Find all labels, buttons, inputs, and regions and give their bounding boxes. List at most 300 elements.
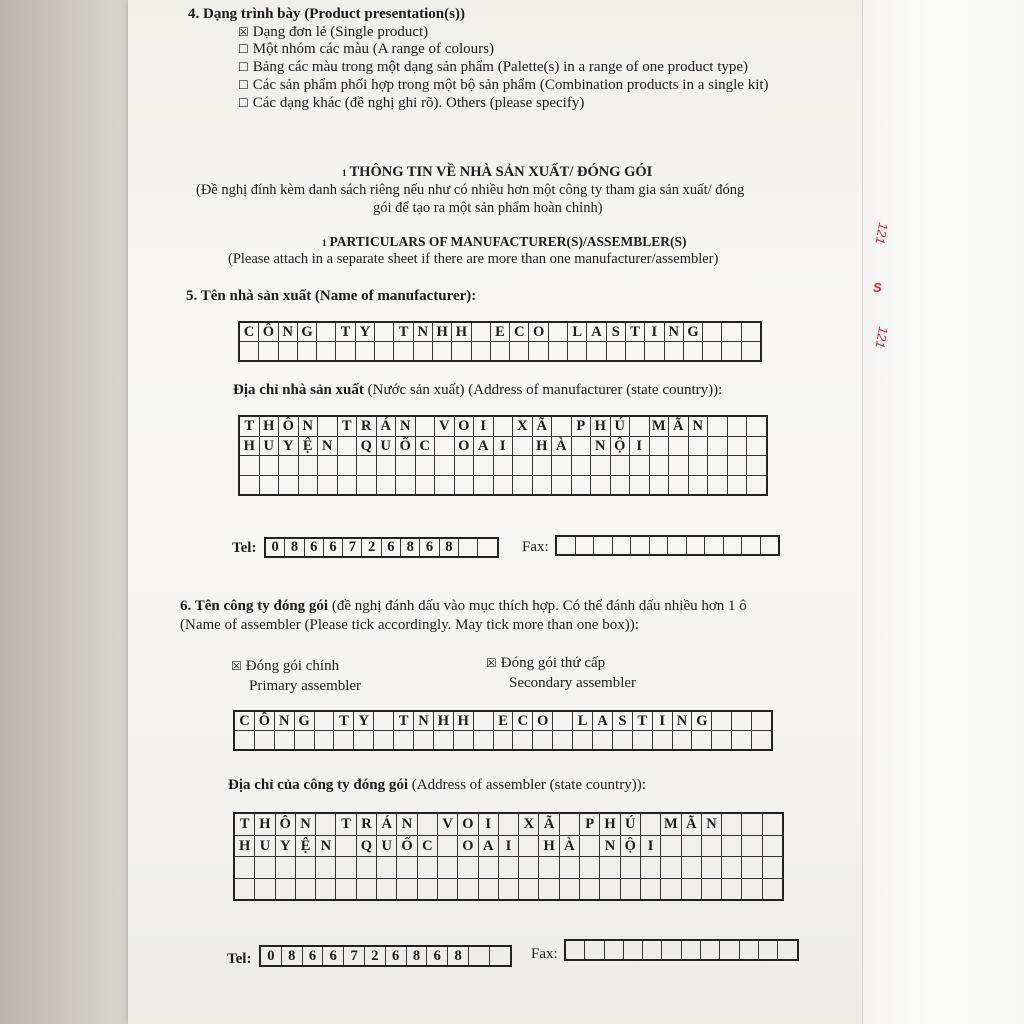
grid-cell — [510, 342, 529, 362]
red-side-mark: 121 — [872, 325, 892, 350]
grid-cell: N — [413, 322, 432, 342]
grid-cell — [692, 731, 712, 751]
grid-cell — [669, 436, 689, 456]
grid-cell — [669, 475, 689, 495]
grid-cell: U — [259, 436, 279, 456]
section-6-title-rest: (đề nghị đánh dấu vào mục thích hợp. Có thể đánh dấu nhiều hơn 1 ô — [328, 598, 747, 614]
grid-cell: 6 — [381, 538, 400, 557]
grid-cell — [374, 711, 394, 731]
grid-cell — [334, 731, 354, 751]
grid-cell — [396, 475, 416, 495]
grid-cell — [519, 835, 539, 857]
grid-cell — [661, 835, 681, 857]
grid-cell: Q — [356, 835, 376, 857]
grid-cell — [681, 940, 700, 960]
grid-cell — [316, 813, 336, 835]
tel-label: Tel: — [227, 951, 252, 967]
grid-cell: T — [234, 813, 255, 835]
grid-cell — [337, 475, 357, 495]
grid-cell: U — [376, 436, 396, 456]
grid-cell — [337, 436, 357, 456]
grid-cell: 0 — [260, 946, 281, 966]
grid-cell — [722, 857, 742, 879]
section-6-title-en: (Name of assembler (Please tick accordingly. May tick more than one box)): — [180, 617, 639, 633]
grid-cell — [295, 857, 315, 879]
grid-cell — [643, 940, 662, 960]
grid-cell — [539, 857, 559, 879]
grid-cell — [593, 731, 613, 751]
grid-cell: 0 — [265, 538, 285, 557]
grid-cell: À — [552, 436, 572, 456]
grid-cell: N — [591, 436, 611, 456]
grid-cell: 2 — [364, 946, 385, 966]
grid-cell: S — [612, 711, 632, 731]
grid-cell — [375, 322, 394, 342]
grid-cell: A — [478, 835, 498, 857]
heading-vn-note: gói để tạo ra một sản phẩm hoàn chỉnh) — [373, 200, 603, 216]
grid-cell — [532, 475, 552, 495]
secondary-assembler-option — [486, 655, 605, 672]
grid-cell: N — [688, 416, 708, 436]
secondary-assembler-en: Secondary assembler — [509, 675, 637, 691]
grid-cell: A — [587, 322, 606, 342]
grid-cell: Ú — [620, 813, 640, 835]
grid-cell: 8 — [401, 538, 420, 557]
grid-cell — [279, 475, 299, 495]
grid-cell: H — [433, 711, 453, 731]
assembler-tel-grid — [259, 945, 512, 967]
grid-cell — [396, 456, 416, 476]
manufacturer-address-label — [233, 382, 722, 399]
grid-cell — [708, 436, 728, 456]
grid-cell — [298, 475, 318, 495]
grid-cell: A — [474, 436, 494, 456]
grid-cell: T — [632, 711, 652, 731]
grid-cell — [458, 538, 477, 557]
grid-cell — [681, 878, 701, 900]
assembler-name-grid — [233, 710, 773, 751]
grid-cell — [720, 940, 739, 960]
grid-cell — [701, 878, 721, 900]
grid-cell: Y — [279, 436, 299, 456]
assembler-address-label — [228, 777, 646, 794]
grid-cell: U — [255, 835, 275, 857]
grid-cell — [620, 857, 640, 879]
grid-row — [239, 416, 767, 436]
grid-cell — [727, 436, 747, 456]
grid-cell — [437, 857, 457, 879]
grid-cell: R — [356, 813, 376, 835]
grid-cell — [739, 940, 758, 960]
grid-cell — [630, 456, 650, 476]
grid-cell — [559, 813, 579, 835]
grid-cell — [498, 878, 518, 900]
grid-cell: H — [532, 436, 552, 456]
grid-cell — [727, 416, 747, 436]
grid-cell — [732, 731, 752, 751]
grid-cell — [539, 878, 559, 900]
grid-cell — [606, 342, 625, 362]
grid-cell — [234, 731, 254, 751]
grid-cell — [672, 731, 692, 751]
grid-cell — [752, 711, 772, 731]
grid-cell — [573, 731, 593, 751]
grid-cell — [640, 878, 660, 900]
grid-cell: 7 — [343, 538, 362, 557]
grid-cell — [762, 835, 783, 857]
grid-cell — [259, 456, 279, 476]
grid-row — [234, 813, 783, 835]
grid-cell — [377, 857, 397, 879]
presentation-option — [238, 77, 769, 94]
grid-cell — [686, 536, 705, 555]
grid-cell: V — [435, 416, 455, 436]
grid-row — [265, 538, 498, 557]
grid-cell — [533, 731, 553, 751]
grid-cell: 6 — [323, 538, 342, 557]
grid-cell — [552, 456, 572, 476]
grid-cell: N — [397, 813, 417, 835]
grid-row — [239, 342, 761, 362]
grid-cell — [239, 456, 259, 476]
grid-cell — [318, 475, 338, 495]
grid-cell — [559, 878, 579, 900]
grid-cell — [376, 475, 396, 495]
grid-cell: V — [437, 813, 457, 835]
grid-cell: N — [278, 322, 297, 342]
grid-cell — [493, 456, 513, 476]
grid-cell — [318, 456, 338, 476]
grid-cell — [681, 857, 701, 879]
grid-cell: H — [539, 835, 559, 857]
grid-cell — [742, 813, 762, 835]
grid-cell — [548, 342, 567, 362]
grid-cell — [471, 322, 490, 342]
grid-cell — [295, 878, 315, 900]
empty-box-icon: ☐ — [238, 42, 249, 56]
grid-cell: I — [652, 711, 672, 731]
presentation-option-label: Bảng các màu trong một dạng sản phẩm (Palette(s) in a range of one product type) — [252, 59, 749, 75]
grid-cell: 6 — [420, 538, 439, 557]
grid-cell — [556, 536, 575, 555]
grid-cell — [413, 342, 432, 362]
section-6-title-bold: 6. Tên công ty đóng gói — [180, 598, 329, 614]
grid-cell — [394, 342, 413, 362]
grid-cell — [274, 731, 294, 751]
grid-cell — [762, 878, 783, 900]
grid-cell: Ô — [275, 813, 295, 835]
grid-cell — [498, 813, 518, 835]
grid-cell: N — [414, 711, 434, 731]
grid-cell — [640, 857, 660, 879]
grid-cell: Ệ — [298, 436, 318, 456]
fax-label: Fax: — [522, 539, 549, 555]
presentation-option — [238, 41, 494, 58]
grid-cell: Ã — [532, 416, 552, 436]
grid-row — [234, 835, 783, 857]
grid-cell — [478, 538, 498, 557]
grid-cell — [454, 456, 474, 476]
grid-cell: Ô — [279, 416, 299, 436]
grid-cell: U — [377, 835, 397, 857]
grid-cell: T — [394, 322, 413, 342]
grid-row — [234, 731, 772, 751]
grid-cell: Q — [357, 436, 377, 456]
grid-cell — [254, 731, 274, 751]
grid-cell — [580, 857, 600, 879]
grid-cell: E — [490, 322, 509, 342]
grid-cell — [688, 436, 708, 456]
grid-cell — [585, 940, 604, 960]
grid-cell — [519, 878, 539, 900]
grid-cell — [612, 731, 632, 751]
grid-cell: Y — [355, 322, 374, 342]
presentation-option-label: Dạng đơn lẻ (Single product) — [252, 24, 429, 40]
grid-cell — [594, 536, 613, 555]
grid-cell: R — [357, 416, 377, 436]
grid-cell: Ã — [669, 416, 689, 436]
grid-cell — [705, 536, 724, 555]
grid-cell: Ộ — [620, 835, 640, 857]
grid-cell — [454, 475, 474, 495]
grid-cell — [417, 878, 437, 900]
grid-cell — [294, 731, 314, 751]
grid-cell — [452, 342, 471, 362]
grid-cell — [417, 857, 437, 879]
grid-cell: Á — [376, 416, 396, 436]
grid-cell: N — [600, 835, 620, 857]
grid-cell: I — [630, 436, 650, 456]
address-label-bold: Địa chỉ của công ty đóng gói — [228, 777, 409, 793]
grid-cell — [747, 475, 767, 495]
grid-cell: C — [513, 711, 533, 731]
grid-cell: H — [239, 436, 259, 456]
grid-cell: O — [529, 322, 548, 342]
grid-cell — [722, 322, 741, 342]
heading-vn — [342, 164, 652, 181]
grid-cell: Ã — [681, 813, 701, 835]
grid-cell: N — [664, 322, 683, 342]
grid-cell: N — [295, 813, 315, 835]
address-label-rest: (Address of assembler (state country)): — [408, 777, 646, 793]
grid-cell — [493, 416, 513, 436]
presentation-option-label: Các sản phẩm phối hợp trong một bộ sản phẩm (Combination products in a single kit) — [252, 77, 769, 93]
presentation-option — [238, 95, 584, 112]
grid-cell: Ã — [539, 813, 559, 835]
grid-cell: 7 — [344, 946, 365, 966]
grid-cell — [297, 342, 316, 362]
grid-cell — [575, 536, 594, 555]
grid-cell — [478, 878, 498, 900]
grid-cell: O — [458, 813, 478, 835]
assembler-address-grid — [233, 812, 784, 901]
grid-cell — [513, 475, 533, 495]
empty-box-icon: ☐ — [238, 78, 249, 92]
grid-cell — [762, 813, 783, 835]
grid-cell — [741, 342, 761, 362]
grid-row — [234, 857, 783, 879]
grid-cell — [661, 857, 681, 879]
grid-cell — [435, 456, 455, 476]
fax-label: Fax: — [531, 946, 558, 962]
grid-cell: N — [318, 436, 338, 456]
footnote-mark: 1 — [322, 238, 327, 248]
heading-vn-note: (Đề nghị đính kèm danh sách riêng nếu như có nhiều hơn một công ty tham gia sản xuất/ đóng — [196, 182, 745, 198]
manufacturer-name-grid — [238, 321, 762, 362]
red-side-mark: S — [873, 280, 882, 295]
grid-cell — [415, 416, 435, 436]
grid-cell: G — [294, 711, 314, 731]
grid-cell — [489, 946, 510, 966]
grid-cell — [336, 342, 355, 362]
grid-cell: H — [600, 813, 620, 835]
grid-cell — [681, 835, 701, 857]
presentation-option — [238, 59, 748, 76]
grid-cell: I — [493, 436, 513, 456]
grid-cell — [336, 857, 356, 879]
grid-cell — [742, 536, 761, 555]
grid-cell: Ú — [610, 416, 630, 436]
grid-cell — [620, 878, 640, 900]
grid-cell: I — [498, 835, 518, 857]
grid-cell — [732, 711, 752, 731]
grid-cell — [316, 857, 336, 879]
primary-assembler-en: Primary assembler — [249, 678, 362, 694]
grid-cell: G — [297, 322, 316, 342]
grid-cell — [661, 878, 681, 900]
grid-cell — [493, 731, 513, 751]
grid-row — [234, 878, 783, 900]
grid-cell — [662, 940, 681, 960]
grid-cell: T — [239, 416, 259, 436]
grid-cell — [778, 940, 798, 960]
grid-cell — [259, 475, 279, 495]
grid-cell: O — [533, 711, 553, 731]
grid-cell — [727, 475, 747, 495]
grid-row — [556, 536, 779, 555]
grid-cell — [723, 536, 742, 555]
grid-cell: T — [394, 711, 414, 731]
grid-cell: 8 — [285, 538, 304, 557]
background-desk — [0, 0, 130, 1024]
grid-cell: I — [640, 835, 660, 857]
grid-cell — [683, 342, 702, 362]
grid-cell: N — [396, 416, 416, 436]
grid-cell — [414, 731, 434, 751]
grid-cell — [513, 456, 533, 476]
grid-cell — [600, 878, 620, 900]
grid-cell — [664, 342, 683, 362]
grid-cell: H — [432, 322, 451, 342]
grid-row — [239, 456, 767, 476]
grid-cell: Y — [354, 711, 374, 731]
grid-cell — [234, 878, 255, 900]
grid-cell — [708, 416, 728, 436]
grid-cell — [278, 342, 297, 362]
grid-cell — [571, 436, 591, 456]
grid-cell — [708, 456, 728, 476]
grid-cell — [433, 731, 453, 751]
grid-cell — [234, 857, 255, 879]
grid-cell — [649, 475, 669, 495]
grid-cell — [760, 536, 779, 555]
grid-cell — [701, 857, 721, 879]
grid-cell: C — [415, 436, 435, 456]
grid-cell: L — [573, 711, 593, 731]
grid-row — [234, 711, 772, 731]
grid-cell — [255, 878, 275, 900]
grid-cell — [747, 416, 767, 436]
tel-label: Tel: — [232, 540, 257, 556]
primary-assembler-option — [231, 658, 339, 675]
grid-cell — [435, 436, 455, 456]
grid-cell — [490, 342, 509, 362]
grid-cell — [741, 322, 761, 342]
grid-cell — [631, 536, 650, 555]
grid-cell — [722, 342, 741, 362]
grid-cell — [632, 731, 652, 751]
grid-cell — [762, 857, 783, 879]
grid-cell — [553, 731, 573, 751]
grid-cell — [357, 456, 377, 476]
grid-cell: Ệ — [295, 835, 315, 857]
grid-cell: H — [591, 416, 611, 436]
grid-cell: Y — [275, 835, 295, 857]
grid-cell: T — [336, 813, 356, 835]
manufacturer-fax-grid — [555, 535, 780, 556]
grid-cell — [708, 475, 728, 495]
grid-cell: G — [692, 711, 712, 731]
grid-cell — [317, 342, 336, 362]
empty-box-icon: ☐ — [238, 60, 249, 74]
red-side-mark: 121 — [872, 221, 892, 246]
grid-cell — [474, 456, 494, 476]
grid-cell — [275, 878, 295, 900]
grid-cell — [752, 731, 772, 751]
grid-cell: A — [593, 711, 613, 731]
grid-cell — [630, 475, 650, 495]
grid-cell — [649, 436, 669, 456]
grid-cell — [568, 342, 587, 362]
secondary-assembler-vn: Đóng gói thứ cấp — [500, 655, 606, 671]
grid-row — [239, 322, 761, 342]
grid-cell: H — [452, 322, 471, 342]
grid-cell: X — [513, 416, 533, 436]
grid-cell — [722, 813, 742, 835]
grid-cell — [468, 946, 489, 966]
grid-cell: Á — [377, 813, 397, 835]
grid-cell — [458, 878, 478, 900]
grid-cell — [513, 731, 533, 751]
grid-row — [565, 940, 798, 960]
grid-cell — [394, 731, 414, 751]
grid-cell — [375, 342, 394, 362]
grid-cell: S — [606, 322, 625, 342]
manufacturer-address-grid — [238, 415, 768, 496]
grid-cell — [668, 536, 687, 555]
grid-cell — [336, 878, 356, 900]
grid-cell — [432, 342, 451, 362]
grid-cell — [649, 536, 668, 555]
grid-cell: À — [559, 835, 579, 857]
grid-cell: I — [478, 813, 498, 835]
grid-cell — [630, 416, 650, 436]
grid-cell: P — [571, 416, 591, 436]
grid-cell — [377, 878, 397, 900]
grid-cell: Ộ — [610, 436, 630, 456]
address-label-rest: (Nước sản xuất) (Address of manufacturer (state country)): — [363, 382, 723, 398]
grid-cell — [478, 857, 498, 879]
